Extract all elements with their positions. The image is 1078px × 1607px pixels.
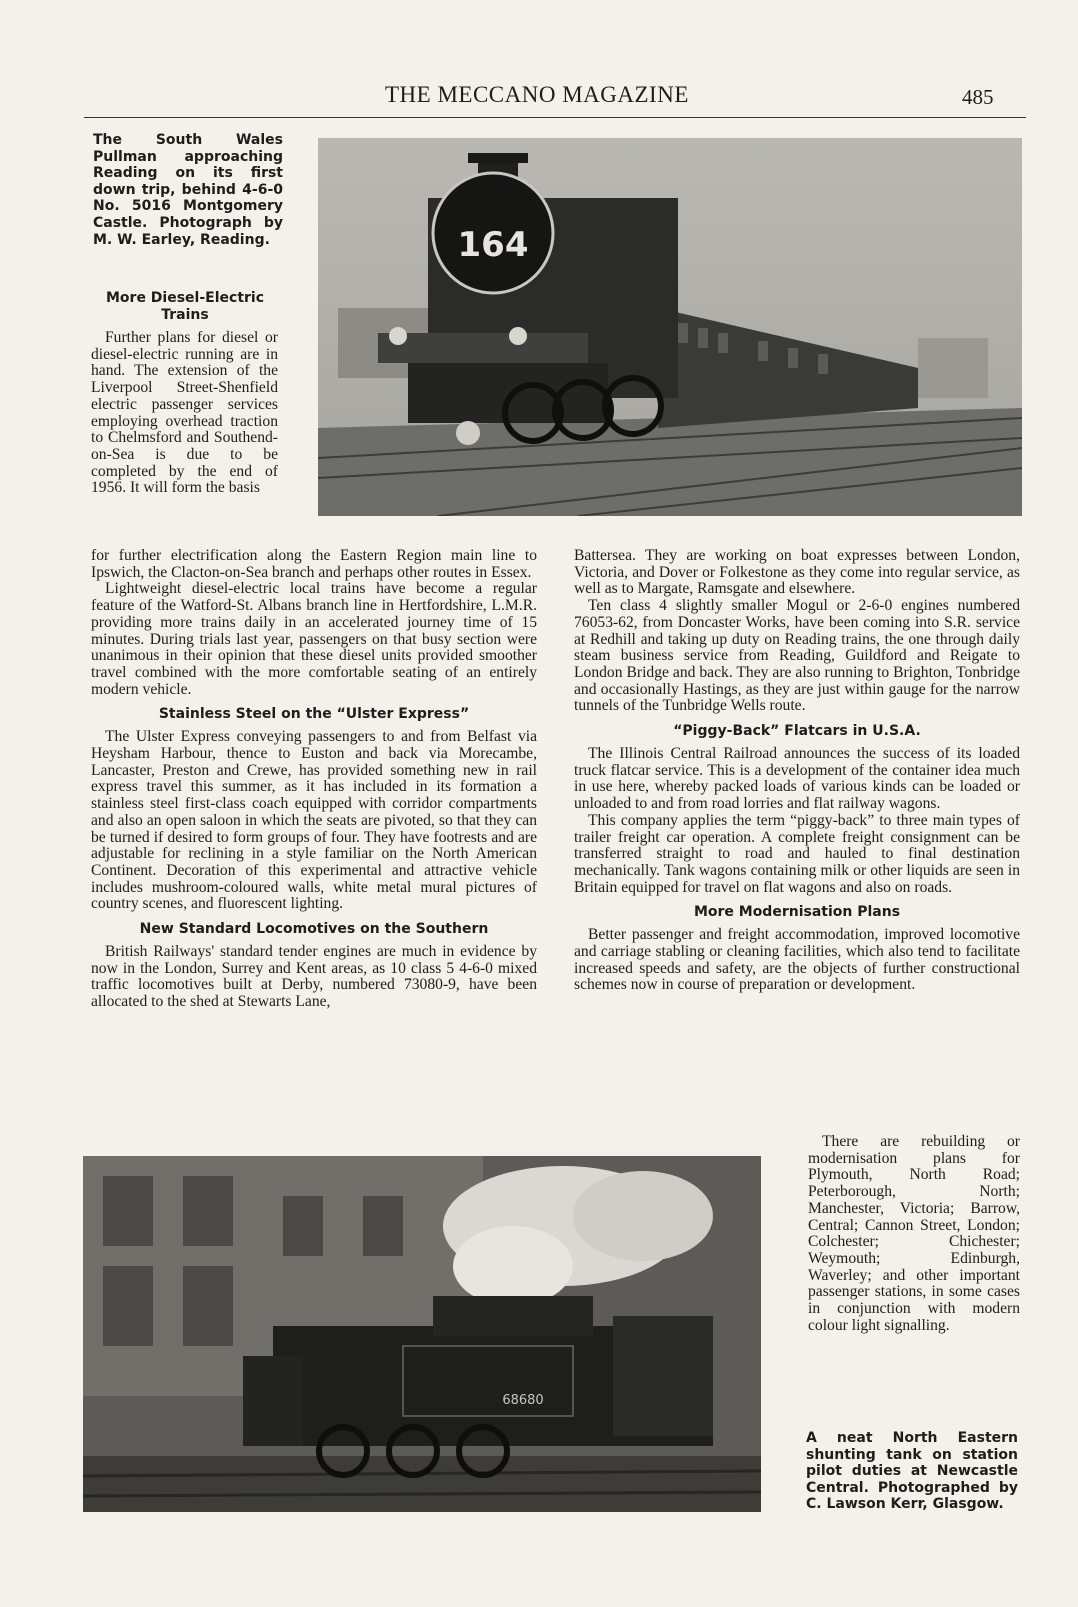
- heading-piggy-back-flatcars: “Piggy-Back” Flatcars in U.S.A.: [673, 723, 921, 740]
- headboard-number: 164: [457, 225, 529, 265]
- heading-new-standard-locomotives-southern: New Standard Locomotives on the Southern: [139, 921, 489, 938]
- piggyback-paragraph-1: The Illinois Central Railroad announces the success of its loaded truck flatcar service. This is a development of the container idea much in use here, whereby packed loads of various kinds can be loaded or unloaded to and from road lorries and flat railway wagons.: [574, 745, 1020, 813]
- right-column-body: [574, 548, 1020, 994]
- modernisation-paragraph-1: Better passenger and freight accommodation, improved locomotive and carriage stabling or cleaning facilities, which also tend to facilitate increased speeds and safety, are the objects of further constructional schemes now in course of preparation or development.: [574, 926, 1020, 994]
- page-number: 485: [962, 85, 994, 109]
- heading-more-modernisation-plans: More Modernisation Plans: [693, 904, 901, 921]
- header-rule: [84, 117, 1026, 118]
- modernisation-paragraph-2-box: [808, 1134, 1020, 1334]
- modernisation-paragraph-2: There are rebuilding or modernisation plans for Plymouth, North Road; Peterborough, North; Manchester, Victoria; Barrow, Central; Cannon Street, London; Colchester; Chichester; Weymouth; Edinburgh, Waverley; and other important passenger stations, in some cases in conjunction with modern colour light signalling.: [808, 1133, 1020, 1334]
- loco-number: 68680: [502, 1393, 544, 1408]
- piggyback-paragraph-2: This company applies the term “piggy-back” to three main types of trailer freight car operation. A complete freight consignment can be transferred straight to road and hauled to final destination mechanically. Tank wagons containing milk or other liquids are seen in Britain equipped for travel on flat wagons and also on roads.: [574, 811, 1020, 896]
- heading-stainless-steel-ulster-express: Stainless Steel on the “Ulster Express”: [158, 706, 470, 723]
- left-column-body: [91, 548, 537, 1011]
- express-locomotive-photo: [318, 138, 1022, 516]
- bottom-photo-caption: A neat North Eastern shunting tank on station pilot duties at Newcastle Central. Photographed by C. Lawson Kerr, Glasgow.: [806, 1430, 1018, 1513]
- top-photo-caption: The South Wales Pullman approaching Reading on its first down trip, behind 4-6-0 No. 5016 Montgomery Castle. Photograph by M. W. Earley, Reading.: [93, 132, 283, 248]
- diesel-paragraph-1-continued: for further electrification along the Eastern Region main line to Ipswich, the Clacton-on-Sea branch and perhaps other routes in Essex.: [91, 547, 537, 581]
- southern-paragraph-1-start: British Railways' standard tender engines are much in evidence by now in the London, Surrey and Kent areas, as 10 class 5 4-6-0 mixed traffic locomotives built at Derby, numbered 73080-9, have been allocated to the shed at Stewarts Lane,: [91, 943, 537, 1011]
- diesel-paragraph-2: Lightweight diesel-electric local trains have become a regular feature of the Watford-St. Albans branch line in Hertfordshire, L.M.R. providing more trains daily in an accelerated journey time of 15 minutes. During trials last year, passengers on that busy section were unanimous in their opinion that these diesel units provided smoother travel combined with the more comfortable seating of an entirely modern vehicle.: [91, 580, 537, 698]
- diesel-paragraph-1-narrow: Further plans for diesel or diesel-electric running are in hand. The extension of the Liverpool Street-Shenfield electric passenger services employing overhead traction to Chelmsford and Southend-on-Sea is due to be completed by the end of 1956. It will form the basis: [91, 329, 278, 497]
- ulster-paragraph: The Ulster Express conveying passengers to and from Belfast via Heysham Harbour, thence to Euston and back via Morecambe, Lancaster, Preston and Crewe, has provided something new in rail express travel this summer, as it has included in its formation a stainless steel first-class coach equipped with corridor compartments and also an open saloon in which the seats are pivoted, so that they can be turned if desired to form groups of four. They have footrests and are adjustable for reclining in a style familiar on the North American Continent. Decoration of this experimental and attractive vehicle includes mushroom-coloured walls, white metal mural pictures of country scenes, and fluorescent lighting.: [91, 728, 537, 913]
- heading-more-diesel-electric-trains: More Diesel-Electric Trains: [105, 290, 265, 323]
- shunting-tank-photo: [83, 1156, 761, 1512]
- southern-paragraph-2: Ten class 4 slightly smaller Mogul or 2-6-0 engines numbered 76053-62, from Doncaster Works, have been coming into S.R. service at Redhill and taking up duty on Reading trains, the one through daily steam business service from Reading, Guildford and Reigate to London Bridge and back. They are also running to Brighton, Tonbridge and occasionally Hastings, as they are just within gauge for the narrow tunnels of the Tunbridge Wells route.: [574, 597, 1020, 715]
- magazine-title: THE MECCANO MAGAZINE: [385, 82, 689, 107]
- southern-paragraph-1-continued: Battersea. They are working on boat expresses between London, Victoria, and Dover or Folkestone as they come into regular service, as well as to Margate, Ramsgate and elsewhere.: [574, 547, 1020, 598]
